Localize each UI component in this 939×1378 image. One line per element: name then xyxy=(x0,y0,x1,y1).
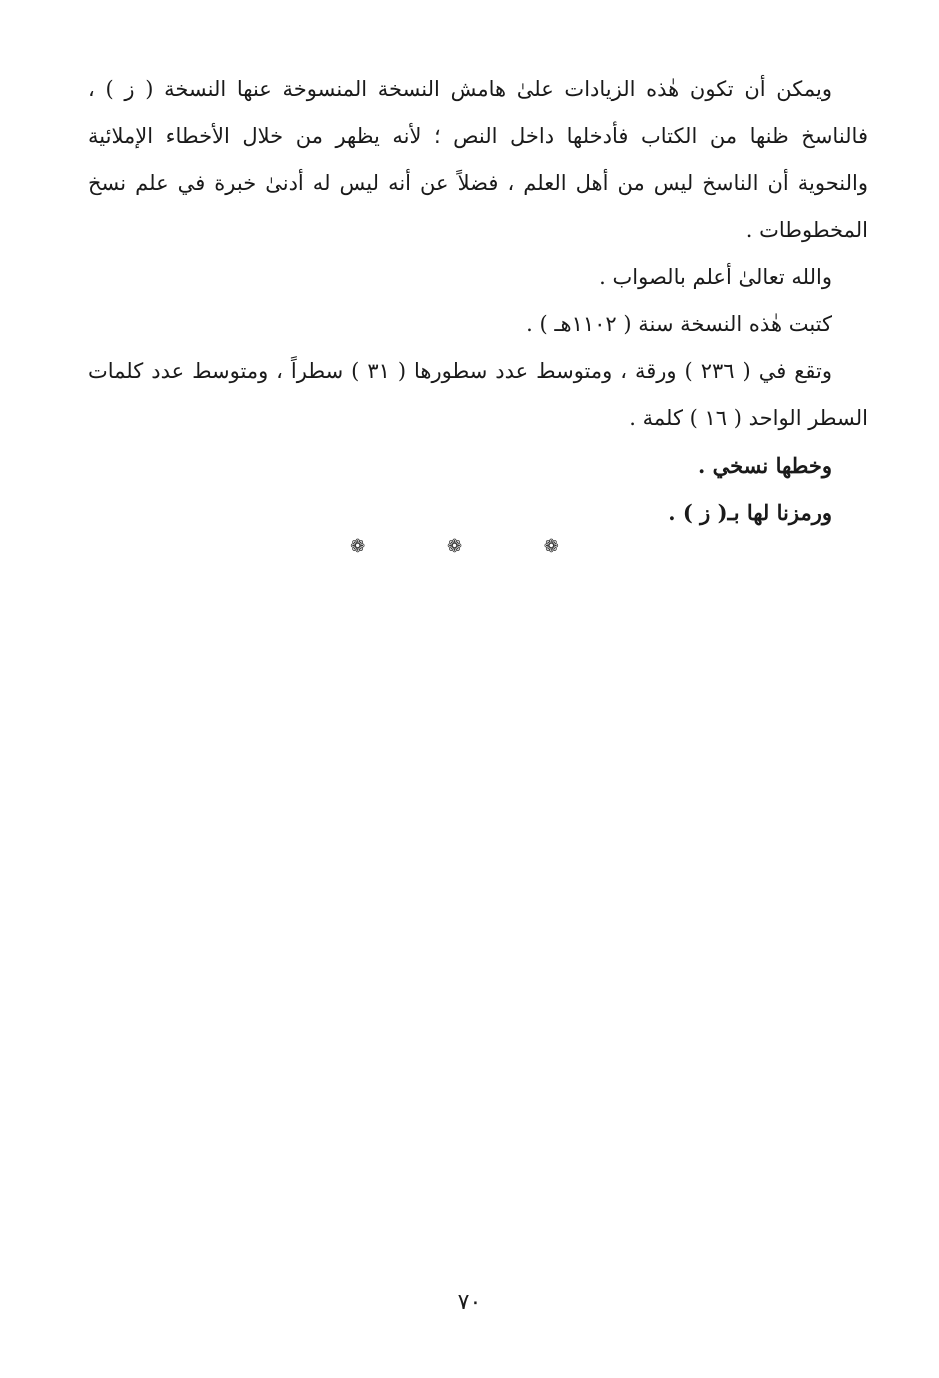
paragraph-script-type: وخطها نسخي . xyxy=(698,453,832,478)
section-separator xyxy=(0,536,939,557)
separator-flower-icon: ❁ xyxy=(350,536,396,557)
separator-flower-icon: ❁ xyxy=(543,536,589,557)
body-text xyxy=(88,66,868,536)
paragraph-additions-note: ويمكن أن تكون هٰذه الزيادات علىٰ هامش النسخة المنسوخة عنها النسخة ( ز ) ، فالناسخ ظنها من الكتاب فأدخلها داخل النص ؛ لأنه يظهر من خلال الأخطاء الإملائية والنحوية أن الناسخ ليس من أهل العلم ، فضلاً عن أنه ليس له أدنىٰ خبرة في علم نسخ المخطوطات . xyxy=(88,77,868,242)
separator-flower-icon: ❁ xyxy=(446,536,493,557)
paragraph-manuscript-stats: وتقع في ( ٢٣٦ ) ورقة ، ومتوسط عدد سطورها ( ٣١ ) سطراً ، ومتوسط عدد كلمات السطر الواحد ( ١٦ ) كلمة . xyxy=(88,359,868,430)
paragraph-manuscript-symbol: ورمزنا لها بـ( ز ) . xyxy=(668,500,832,525)
page-number: ٧٠ xyxy=(457,1290,482,1315)
paragraph-closing-phrase: والله تعالىٰ أعلم بالصواب . xyxy=(599,265,832,289)
paragraph-copy-date: كتبت هٰذه النسخة سنة ( ١١٠٢هـ ) . xyxy=(526,312,832,336)
